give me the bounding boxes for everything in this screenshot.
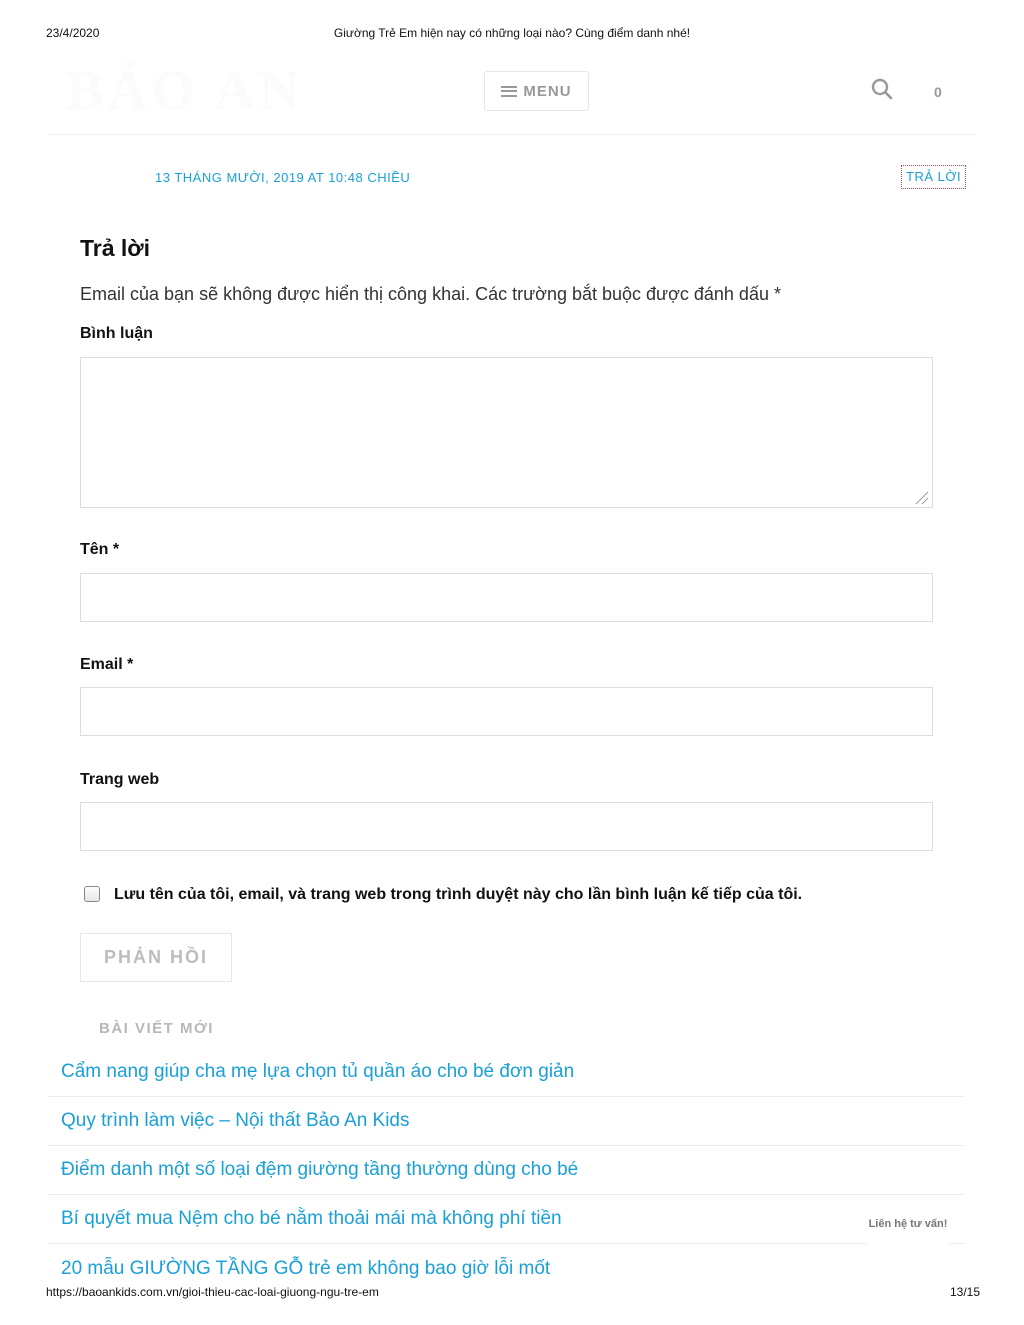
logo-text: BẢO AN (66, 60, 304, 122)
list-item (48, 1048, 964, 1097)
print-date: 23/4/2020 (46, 26, 100, 40)
recent-posts-list (48, 1048, 964, 1293)
name-label: Tên * (80, 541, 120, 558)
menu-button[interactable] (484, 71, 589, 111)
email-label: Email * (80, 656, 134, 673)
cookie-consent-label: Lưu tên của tôi, email, và trang web trong trình duyệt này cho lần bình luận kế tiếp của tôi. (114, 886, 803, 903)
list-item (48, 1195, 964, 1244)
recent-post-link[interactable]: Điểm danh một số loại đệm giường tầng thường dùng cho bé (61, 1159, 579, 1180)
recent-post-link[interactable]: 20 mẫu GIƯỜNG TẦNG GỖ trẻ em không bao giờ lỗi mốt (61, 1257, 551, 1279)
website-field[interactable] (80, 802, 933, 851)
cookie-consent-checkbox[interactable] (84, 886, 100, 902)
hamburger-icon (501, 86, 517, 97)
reply-link[interactable]: TRẢ LỜI (901, 165, 966, 189)
comment-label: Bình luận (80, 325, 153, 342)
recent-posts-heading: BÀI VIẾT MỚI (99, 1020, 214, 1037)
comment-textarea[interactable] (80, 357, 933, 508)
contact-chat-widget[interactable]: Liên hệ tư vấn! (866, 1196, 950, 1252)
menu-label: MENU (523, 82, 572, 100)
cart-count[interactable]: 0 (934, 84, 942, 100)
recent-post-link[interactable]: Bí quyết mua Nệm cho bé nằm thoải mái mà không phí tiền (61, 1208, 562, 1229)
comment-notes: Email của bạn sẽ không được hiển thị công khai. Các trường bắt buộc được đánh dấu * (80, 284, 781, 304)
reply-title: Trả lời (80, 235, 151, 261)
list-item (48, 1097, 964, 1146)
print-title: Giường Trẻ Em hiện nay có những loại nào? Cùng điểm danh nhé! (333, 26, 691, 40)
website-label: Trang web (80, 771, 160, 788)
recent-post-link[interactable]: Cẩm nang giúp cha mẹ lựa chọn tủ quần áo cho bé đơn giản (61, 1061, 575, 1082)
recent-post-link[interactable]: Quy trình làm việc – Nội thất Bảo An Kids (61, 1110, 410, 1131)
site-header (48, 55, 976, 135)
list-item (48, 1146, 964, 1195)
print-url: https://baoankids.com.vn/gioi-thieu-cac-loai-giuong-ngu-tre-em (46, 1285, 379, 1299)
name-field[interactable] (80, 573, 933, 622)
search-icon[interactable] (870, 77, 894, 101)
comment-date[interactable]: 13 THÁNG MƯỜI, 2019 AT 10:48 CHIỀU (155, 170, 411, 185)
email-field[interactable] (80, 687, 933, 736)
site-logo[interactable] (66, 60, 326, 123)
resize-grip-icon[interactable] (913, 489, 929, 505)
submit-comment-button[interactable]: PHẢN HỒI (80, 933, 232, 982)
print-page-number: 13/15 (949, 1285, 980, 1299)
